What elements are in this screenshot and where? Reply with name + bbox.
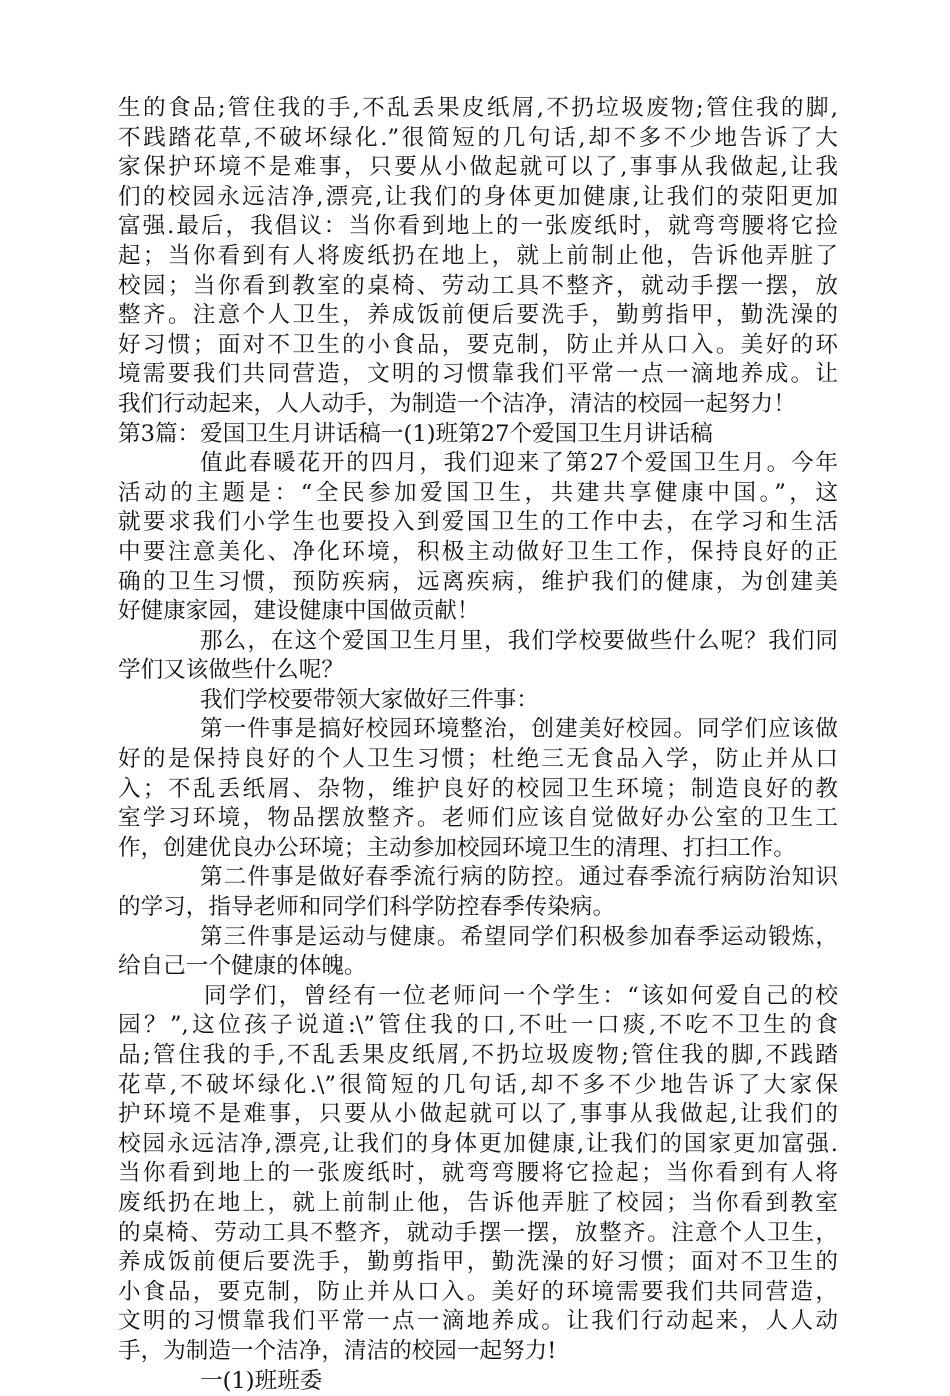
text-line: 家保护环境不是难事，只要从小做起就可以了,事事从我做起,让我 xyxy=(118,154,838,181)
paragraph-question xyxy=(118,627,838,686)
text-line: 第一件事是搞好校园环境整治，创建美好校园。同学们应该做 xyxy=(200,716,838,743)
text-line: 护环境不是难事，只要从小做起就可以了,事事从我做起,让我们的 xyxy=(118,1101,838,1128)
text-line: 我们行动起来，人人动手，为制造一个洁净，清洁的校园一起努力！ xyxy=(118,390,796,417)
text-line: 整齐。注意个人卫生，养成饭前便后要洗手，勤剪指甲，勤洗澡的 xyxy=(118,302,838,329)
paragraph-students xyxy=(118,982,838,1367)
paragraph-second-thing xyxy=(118,863,838,922)
text-line: 好习惯；面对不卫生的小食品，要克制，防止并从口入。美好的环 xyxy=(118,331,838,358)
text-line: 好健康家园，建设健康中国做贡献！ xyxy=(118,598,480,625)
text-line: 同学们，曾经有一位老师问一个学生：“该如何爱自己的校 xyxy=(204,982,838,1009)
document-body xyxy=(118,94,838,1396)
paragraph-three-things xyxy=(118,686,838,716)
text-line: 值此春暖花开的四月，我们迎来了第27个爱国卫生月。今年 xyxy=(200,450,838,477)
text-line: 养成饭前便后要洗手，勤剪指甲，勤洗澡的好习惯；面对不卫生的 xyxy=(118,1249,838,1276)
text-line: 校园；当你看到教室的桌椅、劳动工具不整齐，就动手摆一摆，放 xyxy=(118,272,838,299)
text-line: 作，创建优良办公环境；主动参加校园环境卫生的清理、打扫工作。 xyxy=(118,834,796,861)
text-line: 生的食品;管住我的手,不乱丢果皮纸屑,不扔垃圾废物;管住我的脚, xyxy=(118,95,838,121)
text-line: 好的是保持良好的个人卫生习惯；杜绝三无食品入学，防止并从口 xyxy=(118,746,838,773)
text-line: 境需要我们共同营造，文明的习惯靠我们平常一点一滴地养成。让 xyxy=(118,361,838,388)
text-line: 当你看到地上的一张废纸时，就弯弯腰将它捡起；当你看到有人将 xyxy=(118,1160,838,1187)
text-line: 的学习，指导老师和同学们科学防控春季传染病。 xyxy=(118,894,616,921)
paragraph-continuation xyxy=(118,94,838,420)
paragraph-intro xyxy=(118,449,838,627)
text-line: 小食品，要克制，防止并从口入。美好的环境需要我们共同营造， xyxy=(118,1278,838,1305)
text-line: 文明的习惯靠我们平常一点一滴地养成。让我们行动起来，人人动 xyxy=(118,1308,838,1335)
text-line: 废纸扔在地上，就上前制止他，告诉他弄脏了校园；当你看到教室 xyxy=(118,1189,838,1216)
text-line: 园？”,这位孩子说道:\”管住我的口,不吐一口痰,不吃不卫生的食 xyxy=(118,1012,838,1039)
text-line: 活动的主题是：“全民参加爱国卫生，共建共享健康中国。”，这 xyxy=(118,479,838,506)
text-line: 手，为制造一个洁净，清洁的校园一起努力! xyxy=(118,1337,557,1364)
text-line: 起；当你看到有人将废纸扔在地上，就上前制止他，告诉他弄脏了 xyxy=(118,242,838,269)
text-line: 第三件事是运动与健康。希望同学们积极参加春季运动锻炼， xyxy=(200,923,838,950)
text-line: 中要注意美化、净化环境，积极主动做好卫生工作，保持良好的正 xyxy=(118,538,838,565)
paragraph-first-thing xyxy=(118,715,838,863)
text-line: 不践踏花草,不破坏绿化.”很简短的几句话,却不多不少地告诉了大 xyxy=(118,124,838,151)
text-line: 给自己一个健康的体魄。 xyxy=(118,953,367,980)
text-line: 确的卫生习惯，预防疾病，远离疾病，维护我们的健康，为创建美 xyxy=(118,568,838,595)
signature xyxy=(118,1367,838,1396)
text-line: 校园永远洁净,漂亮,让我们的身体更加健康,让我们的国家更加富强. xyxy=(118,1130,838,1157)
text-line: 室学习环境，物品摆放整齐。老师们应该自觉做好办公室的卫生工 xyxy=(118,805,838,832)
section-heading xyxy=(118,420,838,450)
text-line: 入；不乱丢纸屑、杂物，维护良好的校园卫生环境；制造良好的教 xyxy=(118,775,838,802)
signature-line: 一(1)班班委 xyxy=(200,1367,323,1394)
text-line: 我们学校要带领大家做好三件事： xyxy=(200,686,539,713)
text-line: 的桌椅、劳动工具不整齐，就动手摆一摆，放整齐。注意个人卫生， xyxy=(118,1219,838,1246)
text-line: 花草,不破坏绿化.\”很简短的几句话,却不多不少地告诉了大家保 xyxy=(118,1071,838,1098)
heading-line: 第3篇：爱国卫生月讲话稿一(1)班第27个爱国卫生月讲话稿 xyxy=(118,420,713,447)
text-line: 就要求我们小学生也要投入到爱国卫生的工作中去，在学习和生活 xyxy=(118,509,838,536)
text-line: 那么，在这个爱国卫生月里，我们学校要做些什么呢？我们同 xyxy=(200,627,838,654)
text-line: 品;管住我的手,不乱丢果皮纸屑,不扔垃圾废物;管住我的脚,不践踏 xyxy=(118,1042,838,1068)
text-line: 第二件事是做好春季流行病的防控。通过春季流行病防治知识 xyxy=(200,864,838,891)
text-line: 学们又该做些什么呢？ xyxy=(118,657,344,684)
text-line: 富强.最后，我倡议：当你看到地上的一张废纸时，就弯弯腰将它捡 xyxy=(118,213,838,240)
text-line: 们的校园永远洁净,漂亮,让我们的身体更加健康,让我们的荥阳更加 xyxy=(118,183,838,210)
paragraph-third-thing xyxy=(118,923,838,982)
